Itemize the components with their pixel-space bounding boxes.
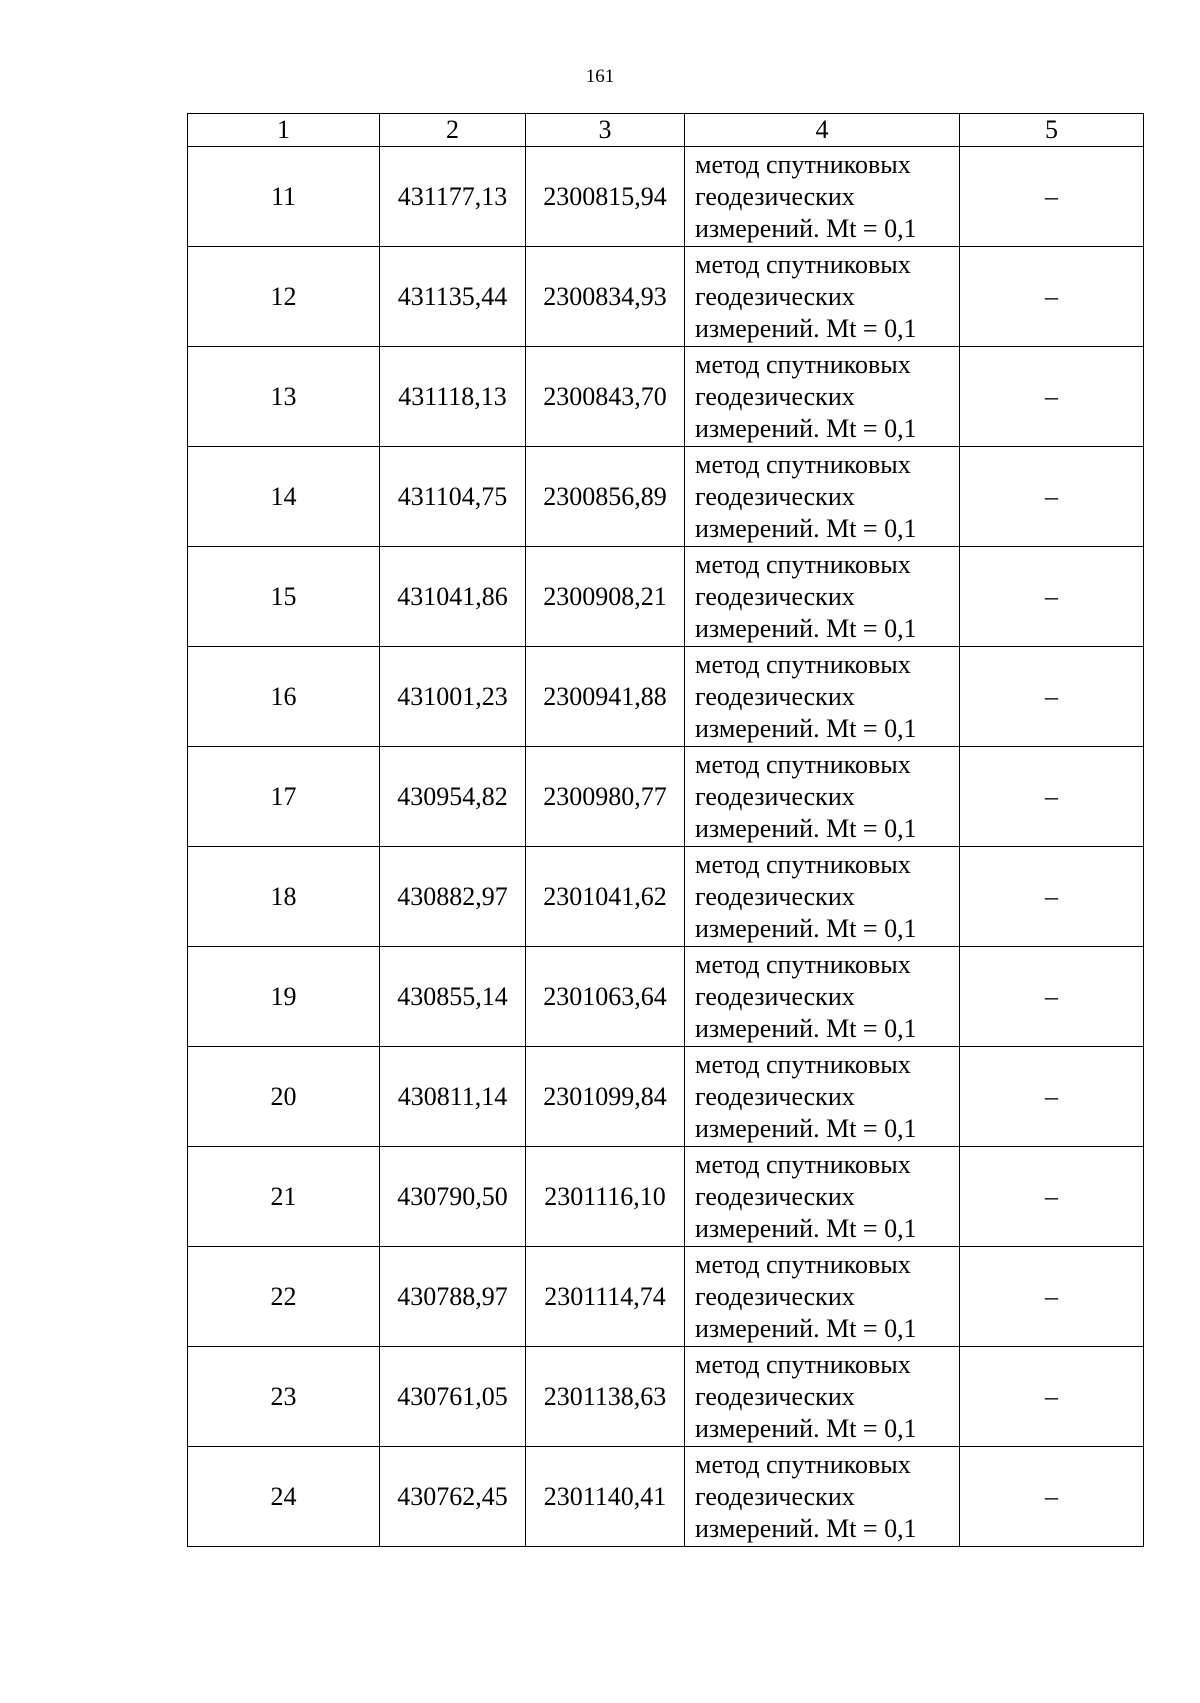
point-number-cell: 22 (188, 1247, 380, 1347)
table-row (188, 747, 1144, 847)
table-row (188, 847, 1144, 947)
note-cell: – (960, 847, 1144, 947)
y-coordinate-cell: 2301114,74 (526, 1247, 685, 1347)
x-coordinate-cell: 430855,14 (380, 947, 526, 1047)
method-line: геодезических (695, 881, 855, 911)
coordinates-table (187, 113, 1144, 1547)
x-coordinate-cell: 431001,23 (380, 647, 526, 747)
y-coordinate-cell: 2301140,41 (526, 1447, 685, 1547)
method-line: измерений. Mt = 0,1 (695, 1513, 917, 1543)
table-header (188, 114, 1144, 147)
method-line: метод спутниковых (695, 849, 911, 879)
note-cell: – (960, 947, 1144, 1047)
method-line: измерений. Mt = 0,1 (695, 1213, 917, 1243)
y-coordinate-cell: 2300980,77 (526, 747, 685, 847)
x-coordinate-cell: 430762,45 (380, 1447, 526, 1547)
method-line: измерений. Mt = 0,1 (695, 613, 917, 643)
method-line: метод спутниковых (695, 449, 911, 479)
method-line: измерений. Mt = 0,1 (695, 913, 917, 943)
y-coordinate-cell: 2300856,89 (526, 447, 685, 547)
method-line: измерений. Mt = 0,1 (695, 413, 917, 443)
method-line: геодезических (695, 781, 855, 811)
table-row (188, 447, 1144, 547)
y-coordinate-cell: 2301138,63 (526, 1347, 685, 1447)
table-row (188, 547, 1144, 647)
header-row (188, 114, 1144, 147)
method-cell (685, 647, 960, 747)
note-cell: – (960, 1347, 1144, 1447)
table-body (188, 147, 1144, 1547)
table-row (188, 347, 1144, 447)
point-number-cell: 18 (188, 847, 380, 947)
header-col-1: 1 (188, 114, 380, 147)
table-row (188, 647, 1144, 747)
method-line: измерений. Mt = 0,1 (695, 313, 917, 343)
point-number-cell: 13 (188, 347, 380, 447)
y-coordinate-cell: 2300834,93 (526, 247, 685, 347)
point-number-cell: 15 (188, 547, 380, 647)
method-line: метод спутниковых (695, 549, 911, 579)
note-cell: – (960, 1247, 1144, 1347)
method-line: измерений. Mt = 0,1 (695, 1413, 917, 1443)
point-number-cell: 16 (188, 647, 380, 747)
method-cell (685, 847, 960, 947)
y-coordinate-cell: 2301099,84 (526, 1047, 685, 1147)
note-cell: – (960, 347, 1144, 447)
note-cell: – (960, 547, 1144, 647)
method-line: геодезических (695, 581, 855, 611)
point-number-cell: 17 (188, 747, 380, 847)
point-number-cell: 12 (188, 247, 380, 347)
header-col-5: 5 (960, 114, 1144, 147)
table-row (188, 1347, 1144, 1447)
method-cell (685, 1347, 960, 1447)
point-number-cell: 19 (188, 947, 380, 1047)
method-line: измерений. Mt = 0,1 (695, 713, 917, 743)
x-coordinate-cell: 430761,05 (380, 1347, 526, 1447)
header-col-3: 3 (526, 114, 685, 147)
x-coordinate-cell: 430954,82 (380, 747, 526, 847)
method-line: измерений. Mt = 0,1 (695, 1113, 917, 1143)
method-line: геодезических (695, 481, 855, 511)
method-line: измерений. Mt = 0,1 (695, 513, 917, 543)
x-coordinate-cell: 430790,50 (380, 1147, 526, 1247)
y-coordinate-cell: 2300843,70 (526, 347, 685, 447)
method-line: геодезических (695, 981, 855, 1011)
x-coordinate-cell: 431135,44 (380, 247, 526, 347)
method-line: метод спутниковых (695, 1249, 911, 1279)
method-line: метод спутниковых (695, 1149, 911, 1179)
table-row (188, 1447, 1144, 1547)
x-coordinate-cell: 430811,14 (380, 1047, 526, 1147)
note-cell: – (960, 1447, 1144, 1547)
point-number-cell: 14 (188, 447, 380, 547)
method-line: геодезических (695, 381, 855, 411)
method-line: геодезических (695, 1381, 855, 1411)
y-coordinate-cell: 2300815,94 (526, 147, 685, 247)
table-row (188, 1147, 1144, 1247)
x-coordinate-cell: 430882,97 (380, 847, 526, 947)
method-line: метод спутниковых (695, 1349, 911, 1379)
method-line: геодезических (695, 681, 855, 711)
method-line: метод спутниковых (695, 149, 911, 179)
method-line: метод спутниковых (695, 1449, 911, 1479)
method-line: геодезических (695, 1081, 855, 1111)
method-line: измерений. Mt = 0,1 (695, 1013, 917, 1043)
table-row (188, 147, 1144, 247)
y-coordinate-cell: 2301116,10 (526, 1147, 685, 1247)
method-line: геодезических (695, 1481, 855, 1511)
method-line: геодезических (695, 1281, 855, 1311)
method-line: метод спутниковых (695, 249, 911, 279)
method-cell (685, 1247, 960, 1347)
x-coordinate-cell: 431041,86 (380, 547, 526, 647)
method-cell (685, 1147, 960, 1247)
note-cell: – (960, 1047, 1144, 1147)
method-cell (685, 447, 960, 547)
table-row (188, 1047, 1144, 1147)
table-row (188, 247, 1144, 347)
method-cell (685, 347, 960, 447)
method-line: геодезических (695, 1181, 855, 1211)
method-line: метод спутниковых (695, 349, 911, 379)
method-line: геодезических (695, 281, 855, 311)
method-cell (685, 547, 960, 647)
method-line: геодезических (695, 181, 855, 211)
y-coordinate-cell: 2300908,21 (526, 547, 685, 647)
note-cell: – (960, 147, 1144, 247)
method-cell (685, 747, 960, 847)
note-cell: – (960, 1147, 1144, 1247)
point-number-cell: 11 (188, 147, 380, 247)
method-cell (685, 1047, 960, 1147)
table-row (188, 1247, 1144, 1347)
method-cell (685, 247, 960, 347)
point-number-cell: 24 (188, 1447, 380, 1547)
note-cell: – (960, 247, 1144, 347)
x-coordinate-cell: 431177,13 (380, 147, 526, 247)
method-line: метод спутниковых (695, 949, 911, 979)
x-coordinate-cell: 430788,97 (380, 1247, 526, 1347)
method-cell (685, 147, 960, 247)
method-line: метод спутниковых (695, 1049, 911, 1079)
y-coordinate-cell: 2300941,88 (526, 647, 685, 747)
method-line: метод спутниковых (695, 649, 911, 679)
method-line: метод спутниковых (695, 749, 911, 779)
method-line: измерений. Mt = 0,1 (695, 1313, 917, 1343)
note-cell: – (960, 747, 1144, 847)
header-col-2: 2 (380, 114, 526, 147)
point-number-cell: 21 (188, 1147, 380, 1247)
table-row (188, 947, 1144, 1047)
point-number-cell: 20 (188, 1047, 380, 1147)
x-coordinate-cell: 431118,13 (380, 347, 526, 447)
method-line: измерений. Mt = 0,1 (695, 813, 917, 843)
page-number: 161 (585, 66, 615, 87)
y-coordinate-cell: 2301063,64 (526, 947, 685, 1047)
method-line: измерений. Mt = 0,1 (695, 213, 917, 243)
x-coordinate-cell: 431104,75 (380, 447, 526, 547)
y-coordinate-cell: 2301041,62 (526, 847, 685, 947)
note-cell: – (960, 647, 1144, 747)
note-cell: – (960, 447, 1144, 547)
point-number-cell: 23 (188, 1347, 380, 1447)
method-cell (685, 1447, 960, 1547)
header-col-4: 4 (685, 114, 960, 147)
method-cell (685, 947, 960, 1047)
